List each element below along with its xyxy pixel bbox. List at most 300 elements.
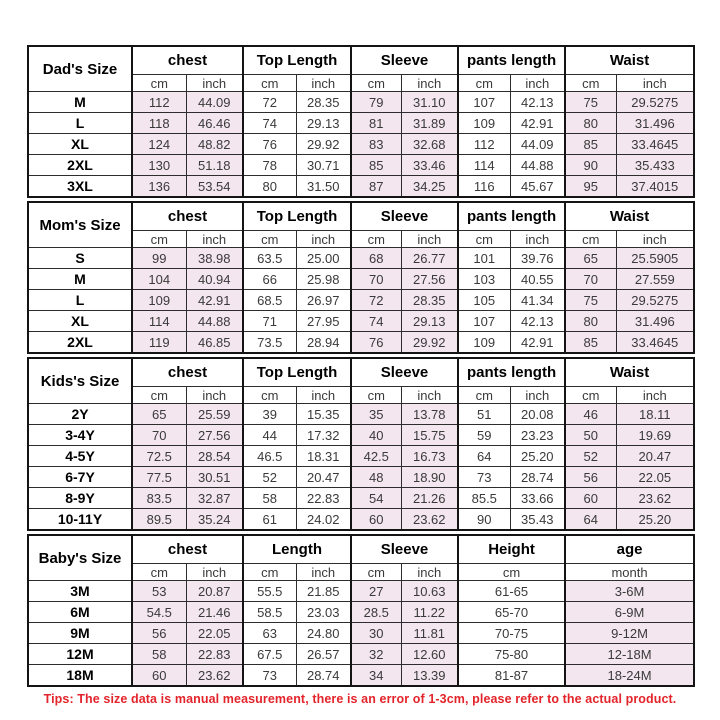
size-row: [28, 488, 694, 509]
size-cell: 79: [351, 92, 401, 113]
size-cell: 33.66: [510, 488, 565, 509]
size-cell: 6-9M: [565, 602, 694, 623]
size-cell: 11.22: [401, 602, 458, 623]
size-cell: 28.35: [401, 290, 458, 311]
size-row: [28, 176, 694, 198]
size-cell: 61-65: [458, 581, 565, 602]
size-cell: 3-6M: [565, 581, 694, 602]
size-cell: 95: [565, 176, 616, 198]
size-cell: 118: [132, 113, 186, 134]
size-cell: 42.91: [186, 290, 243, 311]
size-cell: 66: [243, 269, 296, 290]
size-cell: 67.5: [243, 644, 296, 665]
unit-label: cm: [458, 564, 565, 581]
column-group-label: Waist: [565, 46, 694, 75]
size-cell: 109: [458, 332, 510, 354]
size-row: [28, 602, 694, 623]
size-cell: 73: [243, 665, 296, 687]
unit-label: inch: [296, 231, 351, 248]
unit-label: cm: [351, 564, 401, 581]
size-cell: 75-80: [458, 644, 565, 665]
size-cell: 60: [132, 665, 186, 687]
unit-label: cm: [458, 387, 510, 404]
size-cell: 17.32: [296, 425, 351, 446]
size-label: XL: [28, 311, 132, 332]
size-cell: 50: [565, 425, 616, 446]
size-cell: 35.24: [186, 509, 243, 531]
size-cell: 78: [243, 155, 296, 176]
size-cell: 46.46: [186, 113, 243, 134]
size-table-kids: [27, 357, 695, 531]
size-cell: 76: [243, 134, 296, 155]
size-cell: 52: [565, 446, 616, 467]
size-cell: 12-18M: [565, 644, 694, 665]
size-cell: 80: [243, 176, 296, 198]
size-cell: 29.92: [296, 134, 351, 155]
size-cell: 29.5275: [616, 92, 694, 113]
size-cell: 37.4015: [616, 176, 694, 198]
size-cell: 65: [132, 404, 186, 425]
column-group-label: chest: [132, 202, 243, 231]
size-cell: 28.74: [296, 665, 351, 687]
size-cell: 22.83: [186, 644, 243, 665]
size-cell: 104: [132, 269, 186, 290]
size-cell: 23.23: [510, 425, 565, 446]
size-cell: 31.10: [401, 92, 458, 113]
size-cell: 44.09: [510, 134, 565, 155]
size-cell: 21.46: [186, 602, 243, 623]
column-group-label: Sleeve: [351, 202, 458, 231]
size-label: 9M: [28, 623, 132, 644]
size-cell: 53: [132, 581, 186, 602]
size-cell: 25.00: [296, 248, 351, 269]
size-cell: 20.47: [616, 446, 694, 467]
size-cell: 76: [351, 332, 401, 354]
size-cell: 18.90: [401, 467, 458, 488]
size-cell: 20.87: [186, 581, 243, 602]
unit-label: cm: [243, 231, 296, 248]
size-cell: 13.39: [401, 665, 458, 687]
size-label: 3-4Y: [28, 425, 132, 446]
unit-label: cm: [351, 231, 401, 248]
size-cell: 81: [351, 113, 401, 134]
size-cell: 130: [132, 155, 186, 176]
size-cell: 44.09: [186, 92, 243, 113]
size-cell: 75: [565, 290, 616, 311]
column-group-label: Waist: [565, 358, 694, 387]
size-row: [28, 404, 694, 425]
size-cell: 23.03: [296, 602, 351, 623]
size-cell: 68: [351, 248, 401, 269]
size-row: [28, 155, 694, 176]
size-label: L: [28, 113, 132, 134]
size-row: [28, 332, 694, 354]
size-cell: 26.97: [296, 290, 351, 311]
size-cell: 20.47: [296, 467, 351, 488]
size-cell: 34: [351, 665, 401, 687]
size-cell: 74: [243, 113, 296, 134]
size-cell: 46.85: [186, 332, 243, 354]
unit-label: inch: [510, 75, 565, 92]
size-row: [28, 311, 694, 332]
size-cell: 33.4645: [616, 134, 694, 155]
unit-label: cm: [132, 564, 186, 581]
unit-label: cm: [458, 75, 510, 92]
size-cell: 31.496: [616, 311, 694, 332]
size-cell: 32: [351, 644, 401, 665]
size-cell: 18.11: [616, 404, 694, 425]
size-label: L: [28, 290, 132, 311]
size-cell: 87: [351, 176, 401, 198]
size-cell: 73.5: [243, 332, 296, 354]
size-cell: 59: [458, 425, 510, 446]
size-cell: 27.559: [616, 269, 694, 290]
size-cell: 29.13: [296, 113, 351, 134]
unit-label: inch: [401, 564, 458, 581]
size-cell: 26.57: [296, 644, 351, 665]
size-label: 3XL: [28, 176, 132, 198]
size-cell: 80: [565, 311, 616, 332]
size-cell: 20.08: [510, 404, 565, 425]
size-label: 3M: [28, 581, 132, 602]
unit-label: inch: [510, 387, 565, 404]
size-cell: 112: [458, 134, 510, 155]
size-table-moms: [27, 201, 695, 354]
size-row: [28, 509, 694, 531]
size-cell: 27.56: [401, 269, 458, 290]
size-cell: 124: [132, 134, 186, 155]
size-cell: 70: [351, 269, 401, 290]
measurement-tip: Tips: The size data is manual measurement, there is an error of 1-3cm, please refer to the actual product.: [43, 692, 677, 706]
size-cell: 10.63: [401, 581, 458, 602]
size-cell: 31.50: [296, 176, 351, 198]
size-cell: 33.4645: [616, 332, 694, 354]
size-cell: 11.81: [401, 623, 458, 644]
size-cell: 70-75: [458, 623, 565, 644]
size-cell: 42.13: [510, 92, 565, 113]
unit-label: cm: [565, 231, 616, 248]
size-cell: 105: [458, 290, 510, 311]
column-group-label: Height: [458, 535, 565, 564]
size-cell: 58: [243, 488, 296, 509]
unit-label: cm: [565, 75, 616, 92]
unit-label: inch: [616, 231, 694, 248]
unit-label: inch: [616, 75, 694, 92]
size-cell: 65-70: [458, 602, 565, 623]
size-row: [28, 92, 694, 113]
size-cell: 29.92: [401, 332, 458, 354]
size-cell: 74: [351, 311, 401, 332]
size-cell: 42.91: [510, 113, 565, 134]
section-label-kids: Kids's Size: [28, 358, 132, 404]
size-label: 10-11Y: [28, 509, 132, 531]
unit-label: cm: [132, 387, 186, 404]
column-group-label: Waist: [565, 202, 694, 231]
size-cell: 61: [243, 509, 296, 531]
size-cell: 19.69: [616, 425, 694, 446]
size-cell: 35: [351, 404, 401, 425]
size-cell: 54.5: [132, 602, 186, 623]
size-cell: 28.54: [186, 446, 243, 467]
size-cell: 29.5275: [616, 290, 694, 311]
unit-label: inch: [401, 387, 458, 404]
size-cell: 39: [243, 404, 296, 425]
size-cell: 28.74: [510, 467, 565, 488]
unit-label: inch: [401, 75, 458, 92]
size-cell: 25.5905: [616, 248, 694, 269]
size-cell: 53.54: [186, 176, 243, 198]
unit-label: cm: [132, 75, 186, 92]
size-cell: 89.5: [132, 509, 186, 531]
size-cell: 40.55: [510, 269, 565, 290]
size-cell: 35.433: [616, 155, 694, 176]
size-cell: 38.98: [186, 248, 243, 269]
size-cell: 15.75: [401, 425, 458, 446]
size-cell: 18-24M: [565, 665, 694, 687]
size-cell: 58: [132, 644, 186, 665]
size-cell: 21.85: [296, 581, 351, 602]
header-row-groups: [28, 46, 694, 75]
size-cell: 24.02: [296, 509, 351, 531]
size-row: [28, 269, 694, 290]
unit-label: inch: [186, 231, 243, 248]
size-cell: 48.82: [186, 134, 243, 155]
size-cell: 28.94: [296, 332, 351, 354]
size-cell: 16.73: [401, 446, 458, 467]
size-cell: 28.35: [296, 92, 351, 113]
column-group-label: age: [565, 535, 694, 564]
size-cell: 42.13: [510, 311, 565, 332]
size-cell: 44: [243, 425, 296, 446]
size-cell: 23.62: [401, 509, 458, 531]
size-cell: 107: [458, 92, 510, 113]
size-row: [28, 623, 694, 644]
section-label-moms: Mom's Size: [28, 202, 132, 248]
size-row: [28, 644, 694, 665]
size-row: [28, 581, 694, 602]
size-cell: 46.5: [243, 446, 296, 467]
size-cell: 28.5: [351, 602, 401, 623]
size-label: S: [28, 248, 132, 269]
size-cell: 58.5: [243, 602, 296, 623]
size-row: [28, 113, 694, 134]
size-label: M: [28, 92, 132, 113]
size-cell: 85: [351, 155, 401, 176]
unit-label: inch: [296, 564, 351, 581]
size-cell: 99: [132, 248, 186, 269]
size-cell: 75: [565, 92, 616, 113]
size-cell: 114: [458, 155, 510, 176]
unit-label: inch: [616, 387, 694, 404]
size-cell: 51: [458, 404, 510, 425]
header-row-groups: [28, 202, 694, 231]
size-label: 8-9Y: [28, 488, 132, 509]
header-row-groups: [28, 358, 694, 387]
size-cell: 85: [565, 134, 616, 155]
unit-label: cm: [243, 564, 296, 581]
size-cell: 30: [351, 623, 401, 644]
unit-label: inch: [510, 231, 565, 248]
size-cell: 112: [132, 92, 186, 113]
size-cell: 83: [351, 134, 401, 155]
unit-label: cm: [458, 231, 510, 248]
size-cell: 34.25: [401, 176, 458, 198]
size-cell: 85: [565, 332, 616, 354]
size-cell: 40.94: [186, 269, 243, 290]
column-group-label: pants length: [458, 46, 565, 75]
size-cell: 64: [458, 446, 510, 467]
size-cell: 101: [458, 248, 510, 269]
size-cell: 65: [565, 248, 616, 269]
size-cell: 70: [132, 425, 186, 446]
column-group-label: chest: [132, 46, 243, 75]
size-row: [28, 446, 694, 467]
size-cell: 54: [351, 488, 401, 509]
size-label: 2Y: [28, 404, 132, 425]
size-cell: 83.5: [132, 488, 186, 509]
column-group-label: chest: [132, 358, 243, 387]
size-cell: 22.05: [616, 467, 694, 488]
size-cell: 33.46: [401, 155, 458, 176]
size-cell: 52: [243, 467, 296, 488]
column-group-label: Top Length: [243, 358, 351, 387]
size-cell: 90: [565, 155, 616, 176]
size-cell: 31.89: [401, 113, 458, 134]
size-cell: 72.5: [132, 446, 186, 467]
size-cell: 42.91: [510, 332, 565, 354]
column-group-label: Top Length: [243, 46, 351, 75]
size-label: M: [28, 269, 132, 290]
unit-label: cm: [132, 231, 186, 248]
size-cell: 42.5: [351, 446, 401, 467]
size-cell: 71: [243, 311, 296, 332]
size-cell: 56: [132, 623, 186, 644]
size-cell: 64: [565, 509, 616, 531]
section-label-babys: Baby's Size: [28, 535, 132, 581]
unit-label: inch: [186, 564, 243, 581]
column-group-label: Length: [243, 535, 351, 564]
size-cell: 85.5: [458, 488, 510, 509]
size-cell: 48: [351, 467, 401, 488]
size-cell: 13.78: [401, 404, 458, 425]
size-label: 4-5Y: [28, 446, 132, 467]
size-tables: [27, 45, 693, 687]
size-cell: 63: [243, 623, 296, 644]
size-row: [28, 248, 694, 269]
size-cell: 25.20: [510, 446, 565, 467]
size-cell: 56: [565, 467, 616, 488]
size-label: XL: [28, 134, 132, 155]
size-row: [28, 467, 694, 488]
size-cell: 46: [565, 404, 616, 425]
size-cell: 116: [458, 176, 510, 198]
size-cell: 12.60: [401, 644, 458, 665]
size-cell: 40: [351, 425, 401, 446]
size-cell: 60: [351, 509, 401, 531]
size-cell: 45.67: [510, 176, 565, 198]
column-group-label: Top Length: [243, 202, 351, 231]
unit-label: cm: [351, 387, 401, 404]
size-row: [28, 290, 694, 311]
size-cell: 21.26: [401, 488, 458, 509]
size-cell: 23.62: [186, 665, 243, 687]
size-cell: 80: [565, 113, 616, 134]
size-cell: 44.88: [186, 311, 243, 332]
size-cell: 68.5: [243, 290, 296, 311]
header-row-groups: [28, 535, 694, 564]
size-cell: 22.83: [296, 488, 351, 509]
size-cell: 44.88: [510, 155, 565, 176]
unit-label: cm: [351, 75, 401, 92]
size-cell: 26.77: [401, 248, 458, 269]
size-row: [28, 134, 694, 155]
unit-label: cm: [243, 387, 296, 404]
size-label: 2XL: [28, 332, 132, 354]
column-group-label: Sleeve: [351, 535, 458, 564]
size-cell: 24.80: [296, 623, 351, 644]
size-cell: 22.05: [186, 623, 243, 644]
unit-label: cm: [243, 75, 296, 92]
size-cell: 25.59: [186, 404, 243, 425]
size-table-babys: [27, 534, 695, 687]
size-label: 6M: [28, 602, 132, 623]
size-cell: 77.5: [132, 467, 186, 488]
size-cell: 23.62: [616, 488, 694, 509]
column-group-label: Sleeve: [351, 46, 458, 75]
size-cell: 18.31: [296, 446, 351, 467]
size-cell: 72: [351, 290, 401, 311]
unit-label: month: [565, 564, 694, 581]
size-cell: 31.496: [616, 113, 694, 134]
column-group-label: Sleeve: [351, 358, 458, 387]
column-group-label: chest: [132, 535, 243, 564]
section-label-dads: Dad's Size: [28, 46, 132, 92]
size-cell: 39.76: [510, 248, 565, 269]
size-cell: 15.35: [296, 404, 351, 425]
size-cell: 29.13: [401, 311, 458, 332]
size-cell: 30.71: [296, 155, 351, 176]
size-label: 18M: [28, 665, 132, 687]
size-cell: 60: [565, 488, 616, 509]
size-label: 6-7Y: [28, 467, 132, 488]
size-cell: 27.95: [296, 311, 351, 332]
size-cell: 9-12M: [565, 623, 694, 644]
size-cell: 90: [458, 509, 510, 531]
unit-label: inch: [186, 387, 243, 404]
size-cell: 109: [132, 290, 186, 311]
unit-label: cm: [565, 387, 616, 404]
column-group-label: pants length: [458, 202, 565, 231]
size-cell: 119: [132, 332, 186, 354]
unit-label: inch: [186, 75, 243, 92]
size-cell: 32.87: [186, 488, 243, 509]
size-cell: 55.5: [243, 581, 296, 602]
size-cell: 25.20: [616, 509, 694, 531]
unit-label: inch: [296, 387, 351, 404]
size-cell: 27.56: [186, 425, 243, 446]
size-cell: 72: [243, 92, 296, 113]
unit-label: inch: [401, 231, 458, 248]
size-cell: 41.34: [510, 290, 565, 311]
size-cell: 107: [458, 311, 510, 332]
size-cell: 35.43: [510, 509, 565, 531]
size-cell: 51.18: [186, 155, 243, 176]
size-cell: 32.68: [401, 134, 458, 155]
size-cell: 81-87: [458, 665, 565, 687]
size-cell: 136: [132, 176, 186, 198]
size-table-dads: [27, 45, 695, 198]
size-label: 2XL: [28, 155, 132, 176]
